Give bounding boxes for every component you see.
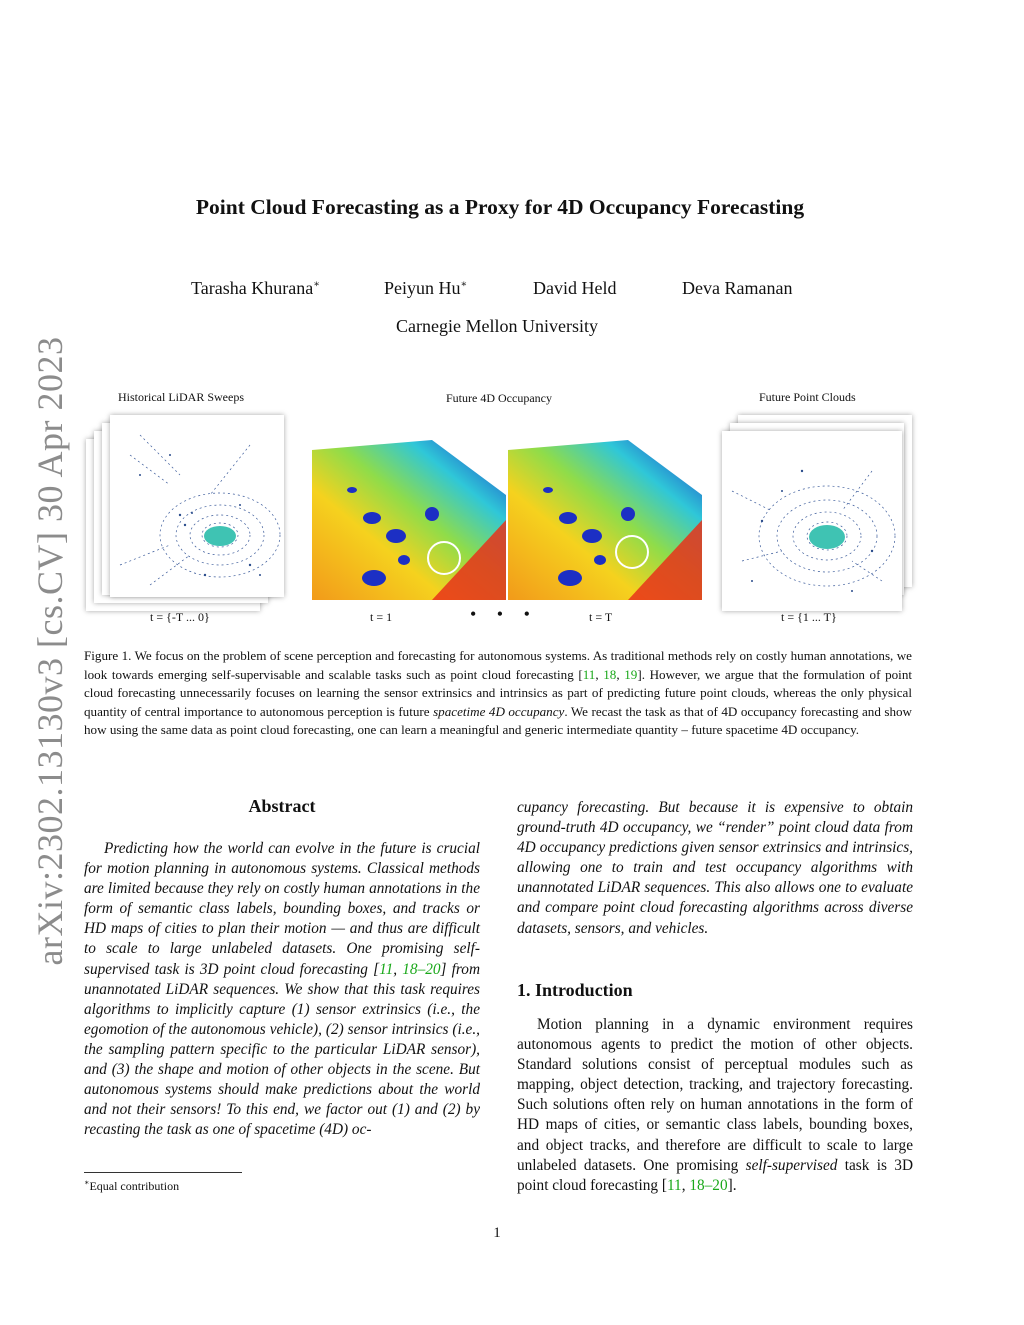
affiliation: Carnegie Mellon University [396, 316, 598, 336]
author-3 [533, 278, 616, 299]
caption-text: Figure 1. We focus on the problem of scene perception and forecasting for autonomous systems. As traditional methods rely on costly human annotations, we look towards emerging self-supervisable and scalable tasks such as point cloud forecasting [ [84, 648, 912, 682]
author-name: Tarasha Khurana [191, 278, 314, 298]
citation-link[interactable]: 11 [582, 666, 596, 682]
abstract-continued: cupancy forecasting. But because it is expensive to obtain ground-truth 4D occupancy, we “render” point cloud data from 4D occupancy predictions given sensor extrinsics and intrinsics, allowing one to train and test occupancy algorithms with unannotated LiDAR sequences. This also allows one to evaluate and compare point cloud forecasting algorithms across diverse datasets, sensors, and vehicles. [517, 799, 913, 937]
occupancy-map-t1 [312, 440, 506, 600]
citation-link[interactable]: 18 [402, 960, 418, 978]
occupancy-map-tT [508, 440, 702, 600]
arxiv-id-text: arXiv:2302.13130v3 [cs.CV] 30 Apr 2023 [30, 336, 70, 966]
citation-sep: , [595, 666, 604, 682]
citation-link[interactable]: 20 [712, 1176, 728, 1194]
intro-text: task is 3D point cloud forecasting [ [517, 1156, 913, 1194]
caption-text: ]. However, we argue that the formulation of point cloud forecasting unnecessarily focuses on learning the sensor extrinsics and intrinsics as part of predicting future point clouds, whereas the only physical quantity of central importance to autonomous perception is future [84, 666, 913, 719]
citation-link[interactable]: 18 [689, 1176, 705, 1194]
intro-text: Motion planning in a dynamic environment requires autonomous agents to predict the motion of other objects. Standard solutions consist of perceptual modules such as mapping, object detection, tracking, and trajectory forecasting. Such solutions often rely on human annotations in the form of HD maps of cities, or semantic class labels, bounding boxes, and object tracks, and therefore are difficult to scale to large unlabeled datasets. One promising [517, 1016, 913, 1174]
equal-contribution-mark: ∗ [313, 279, 320, 290]
citation-link[interactable]: 18 [603, 666, 617, 682]
abstract-heading: Abstract [248, 796, 316, 816]
time-label-t1: t = 1 [370, 610, 393, 624]
caption-text: . We recast the task as that of 4D occupancy forecasting and show how using the same data as point cloud forecasting, one can learn a meaningful and generic intermediate quantity – future spacetime 4D occupancy. [84, 703, 912, 738]
footnote [84, 1178, 179, 1194]
equal-contribution-mark: ∗ [460, 279, 468, 290]
introduction-body [517, 1015, 913, 1196]
author-name: Peiyun Hu [384, 278, 461, 298]
historical-lidar-sweeps-image [86, 415, 292, 611]
author-name: Deva Ramanan [682, 278, 793, 298]
page-number: 1 [493, 1225, 501, 1241]
caption-emphasis: spacetime 4D occupancy [433, 703, 565, 719]
arxiv-identifier-stamp [28, 336, 72, 966]
abstract-text: ] from unannotated LiDAR sequences. We show that this task requires algorithms to implicitly capture (1) sensor extrinsics (i.e., the egomotion of the autonomous vehicle), (2) sensor intrinsics (i.e., the sampling pattern specific to the particular LiDAR sensor), and (3) the shape and motion of other objects in the scene. But autonomous systems should make predictions about the world and not their sensors! To this end, we factor out (1) and (2) by recasting the task as one of spacetime (4D) oc- [84, 960, 481, 1139]
citation-sep: , [681, 1176, 690, 1194]
citation-sep: , [616, 666, 625, 682]
citation-dash: – [417, 960, 426, 978]
author-1 [191, 278, 320, 299]
author-2 [384, 278, 467, 299]
ellipsis-dots: • • • [470, 604, 538, 624]
figure-caption [84, 647, 912, 740]
citation-link[interactable]: 11 [666, 1176, 682, 1194]
abstract-text: Predicting how the world can evolve in the future is crucial for motion planning in autonomous systems. Classical methods are limited because they rely on costly human annotations in the form of semantic class labels, bounding boxes, and tracks or HD maps of cities to plan their motion — and thus are difficult to scale to large unlabeled datasets. One promising self-supervised task is 3D point cloud forecasting [ [84, 840, 480, 978]
citation-link[interactable]: 11 [379, 960, 394, 978]
time-label-history: t = {-T ... 0} [150, 610, 210, 624]
footnote-text: Equal contribution [89, 1179, 180, 1193]
citation-link[interactable]: 20 [425, 960, 441, 978]
paper-title: Point Cloud Forecasting as a Proxy for 4D Occupancy Forecasting [195, 195, 805, 219]
future-point-clouds-image [722, 415, 928, 611]
intro-text: ]. [727, 1176, 737, 1194]
citation-link[interactable]: 19 [624, 666, 638, 682]
abstract-body [84, 839, 480, 1140]
footnote-rule [84, 1172, 242, 1173]
citation-dash: – [704, 1176, 713, 1194]
panel-label-historical: Historical LiDAR Sweeps [118, 390, 244, 404]
author-4 [682, 278, 792, 299]
panel-label-future-clouds: Future Point Clouds [759, 390, 856, 404]
citation-sep: , [393, 960, 403, 978]
time-label-future: t = {1 ... T} [781, 610, 837, 624]
footnote-mark: ∗ [84, 1178, 90, 1187]
time-label-tT: t = T [589, 610, 613, 624]
introduction-heading: 1. Introduction [517, 980, 633, 1000]
author-name: David Held [533, 278, 617, 298]
panel-label-occupancy: Future 4D Occupancy [446, 391, 552, 405]
intro-emphasis: self-supervised [745, 1156, 838, 1174]
